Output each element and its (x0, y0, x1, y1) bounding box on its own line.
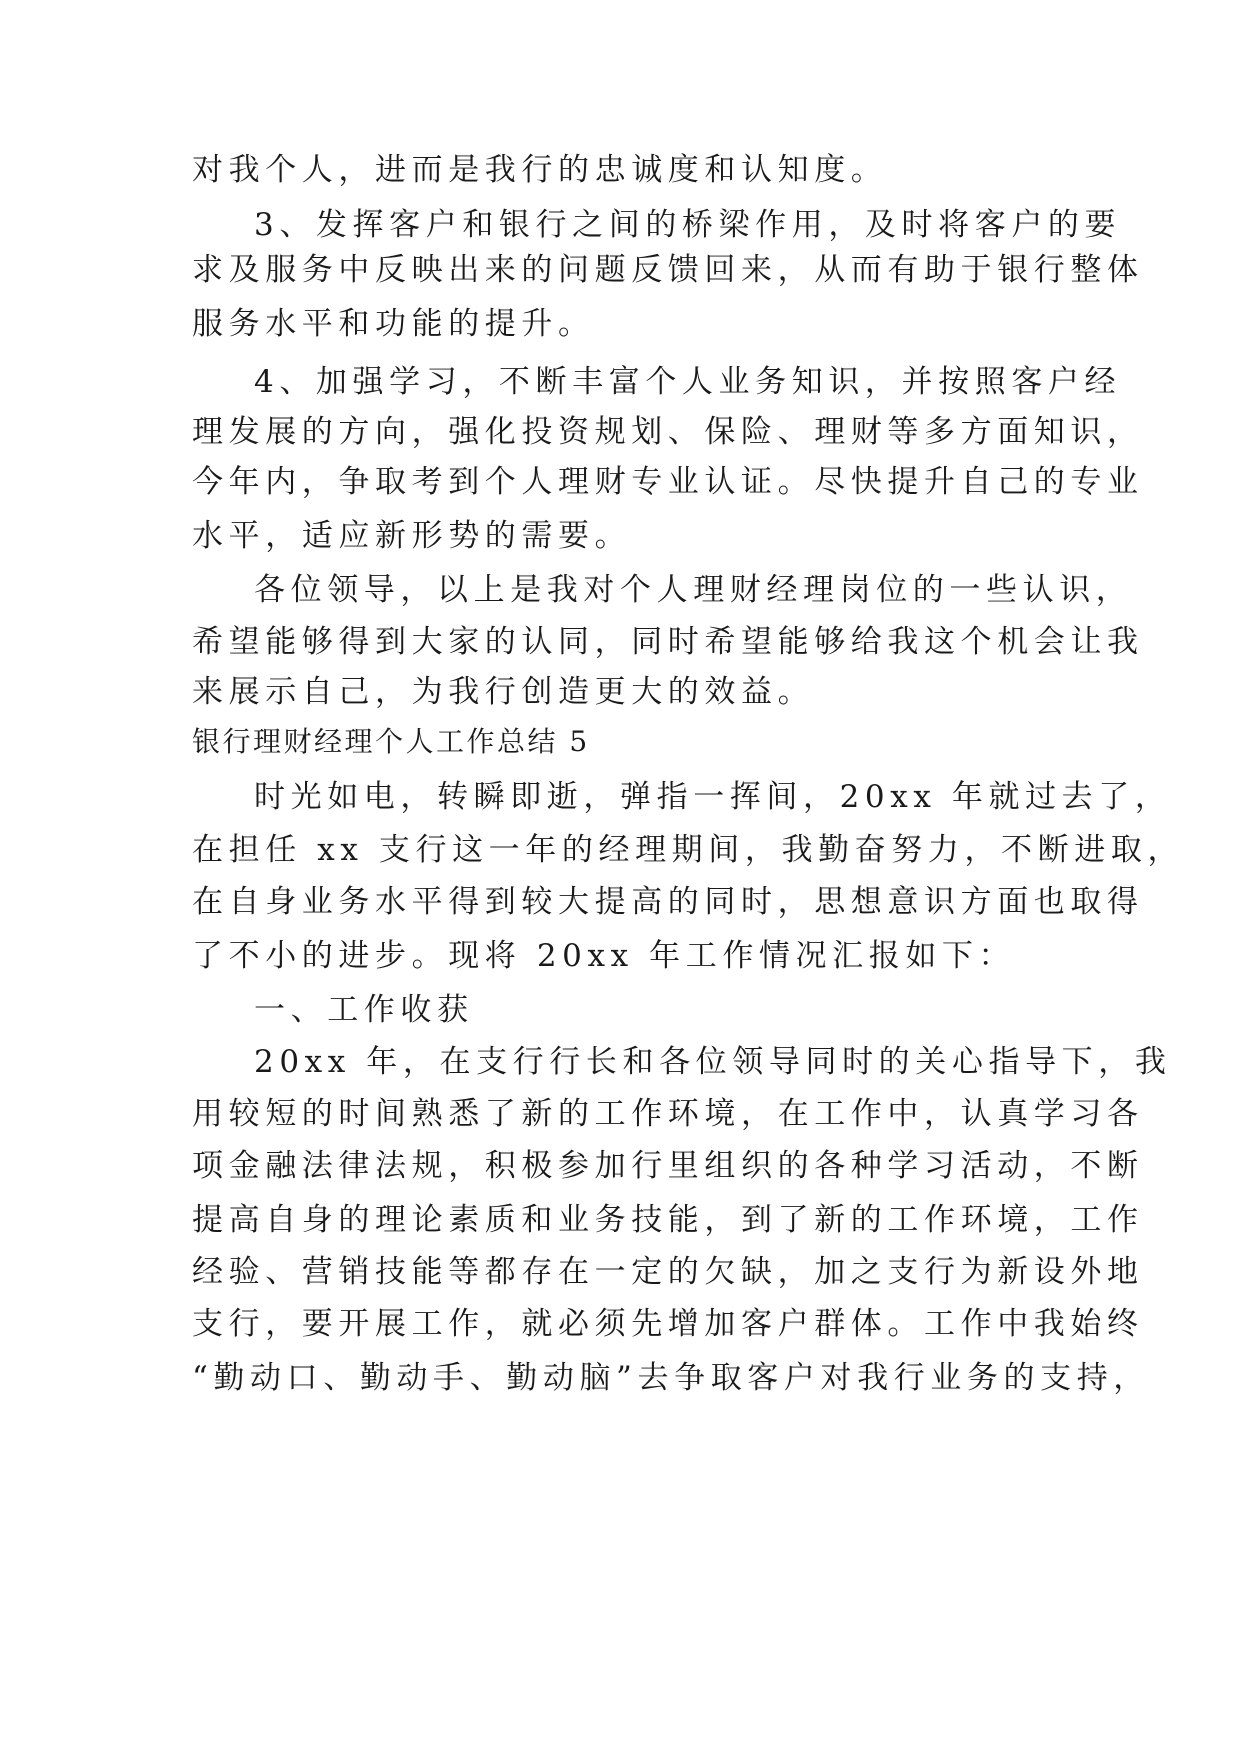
text-line: 希望能够得到大家的认同，同时希望能够给我这个机会让我 (192, 624, 1144, 660)
text-line: 水平，适应新形势的需要。 (192, 518, 632, 554)
text-line: 对我个人，进而是我行的忠诚度和认知度。 (192, 152, 888, 188)
text-line: 来展示自己，为我行创造更大的效益。 (192, 674, 815, 710)
text-line: 在自身业务水平得到较大提高的同时，思想意识方面也取得 (192, 884, 1144, 920)
text-line: 20xx 年，在支行行长和各位领导同时的关心指导下，我 (254, 1044, 1172, 1080)
text-line: 用较短的时间熟悉了新的工作环境，在工作中，认真学习各 (192, 1096, 1144, 1132)
text-line: 提高自身的理论素质和业务技能，到了新的工作环境，工作 (192, 1202, 1144, 1238)
text-line: 求及服务中反映出来的问题反馈回来，从而有助于银行整体 (192, 252, 1144, 288)
text-line: 项金融法律法规，积极参加行里组织的各种学习活动，不断 (192, 1148, 1144, 1184)
subheading: 一、工作收获 (254, 992, 474, 1028)
text-line: 在担任 xx 支行这一年的经理期间，我勤奋努力，不断进取， (192, 832, 1185, 868)
text-line: 了不小的进步。现将 20xx 年工作情况汇报如下： (192, 938, 1016, 974)
text-line: 今年内，争取考到个人理财专业认证。尽快提升自己的专业 (192, 464, 1144, 500)
text-line: 4、加强学习，不断丰富个人业务知识，并按照客户经 (254, 364, 1122, 400)
text-line: 服务水平和功能的提升。 (192, 306, 595, 342)
text-line: 时光如电，转瞬即逝，弹指一挥间，20xx 年就过去了， (254, 779, 1172, 815)
text-line: 理发展的方向，强化投资规划、保险、理财等多方面知识， (192, 414, 1144, 450)
text-line: 支行，要开展工作，就必须先增加客户群体。工作中我始终 (192, 1306, 1144, 1342)
text-line: 各位领导，以上是我对个人理财经理岗位的一些认识， (254, 572, 1133, 608)
text-line: 经验、营销技能等都存在一定的欠缺，加之支行为新设外地 (192, 1254, 1144, 1290)
section-heading: 银行理财经理个人工作总结 5 (192, 725, 590, 758)
text-line: “勤动口、勤动手、勤动脑”去争取客户对我行业务的支持， (192, 1360, 1150, 1396)
text-line: 3、发挥客户和银行之间的桥梁作用，及时将客户的要 (254, 207, 1122, 243)
